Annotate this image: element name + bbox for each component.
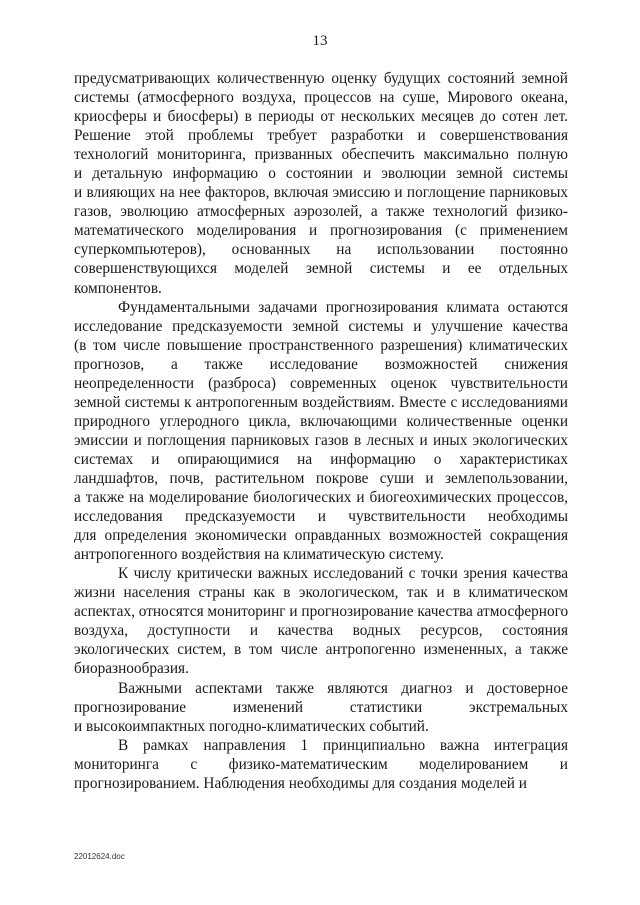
text-line: технологий мониторинга, призванных обеспечить максимально полную bbox=[74, 146, 568, 164]
footer-filename: 22012624.doc bbox=[74, 852, 125, 861]
text-line: и детальную информацию о состоянии и эволюции земной системы bbox=[74, 165, 568, 183]
text-line: Важными аспектами также являются диагноз и достоверное bbox=[118, 679, 568, 697]
document-body bbox=[74, 69, 568, 793]
text-line: и влияющих на нее факторов, включая эмиссию и поглощение парниковых bbox=[74, 184, 568, 202]
text-line: В рамках направления 1 принципиально важна интеграция bbox=[118, 736, 568, 754]
text-line: (в том числе повышение пространственного разрешения) климатических bbox=[74, 336, 568, 354]
text-line: системах и опирающимися на информацию о характеристиках bbox=[74, 450, 568, 468]
paragraph bbox=[74, 564, 568, 678]
text-line: земной системы к антропогенным воздействиям. Вместе с исследованиями bbox=[74, 393, 568, 411]
text-line: К числу критически важных исследований с точки зрения качества bbox=[118, 565, 568, 583]
text-line: прогнозирование изменений статистики экстремальных bbox=[74, 698, 568, 716]
text-line: экологических систем, в том числе антропогенно измененных, а также bbox=[74, 641, 568, 659]
paragraph bbox=[74, 736, 568, 793]
text-line: воздуха, доступности и качества водных ресурсов, состояния bbox=[74, 622, 568, 640]
text-line: для определения экономически оправданных возможностей сокращения bbox=[74, 527, 568, 545]
text-line: прогнозов, а также исследование возможностей снижения bbox=[74, 355, 568, 373]
text-line: эмиссии и поглощения парниковых газов в лесных и иных экологических bbox=[74, 431, 568, 449]
text-line: Фундаментальными задачами прогнозирования климата остаются bbox=[118, 298, 568, 316]
text-line: газов, эволюцию атмосферных аэрозолей, а также технологий физико- bbox=[74, 203, 568, 221]
text-line: мониторинга с физико-математическим моделированием и bbox=[74, 755, 568, 773]
text-line: системы (атмосферного воздуха, процессов на суше, Мирового океана, bbox=[74, 89, 568, 107]
text-line: и высокоимпактных погодно-климатических событий. bbox=[74, 717, 429, 735]
paragraph bbox=[74, 69, 568, 298]
text-line: суперкомпьютеров), основанных на использовании постоянно bbox=[74, 241, 568, 259]
text-line: математического моделирования и прогнозирования (с применением bbox=[74, 222, 568, 240]
text-line: криосферы и биосферы) в периоды от нескольких месяцев до сотен лет. bbox=[74, 108, 568, 126]
text-line: исследования предсказуемости и чувствительности необходимы bbox=[74, 508, 568, 526]
page-number: 13 bbox=[312, 33, 328, 49]
text-line: природного углеродного цикла, включающими количественные оценки bbox=[74, 412, 568, 430]
text-line: неопределенности (разброса) современных оценок чувствительности bbox=[74, 374, 568, 392]
paragraph bbox=[74, 679, 568, 736]
text-line: антропогенного воздействия на климатическую систему. bbox=[74, 546, 444, 564]
text-line: жизни населения страны как в экологическом, так и в климатическом bbox=[74, 584, 568, 602]
text-line: прогнозированием. Наблюдения необходимы для создания моделей и bbox=[74, 774, 527, 792]
text-line: Решение этой проблемы требует разработки и совершенствования bbox=[74, 127, 568, 145]
paragraph bbox=[74, 298, 568, 565]
text-line: а также на моделирование биологических и биогеохимических процессов, bbox=[74, 489, 568, 507]
text-line: ландшафтов, почв, растительном покрове суши и землепользовании, bbox=[74, 469, 568, 487]
text-line: совершенствующихся моделей земной системы и ее отдельных bbox=[74, 260, 568, 278]
text-line: аспектах, относятся мониторинг и прогнозирование качества атмосферного bbox=[74, 603, 569, 621]
text-line: биоразнообразия. bbox=[74, 660, 189, 678]
text-line: компонентов. bbox=[74, 279, 162, 297]
text-line: исследование предсказуемости земной системы и улучшение качества bbox=[74, 317, 568, 335]
text-line: предусматривающих количественную оценку будущих состояний земной bbox=[74, 70, 568, 87]
